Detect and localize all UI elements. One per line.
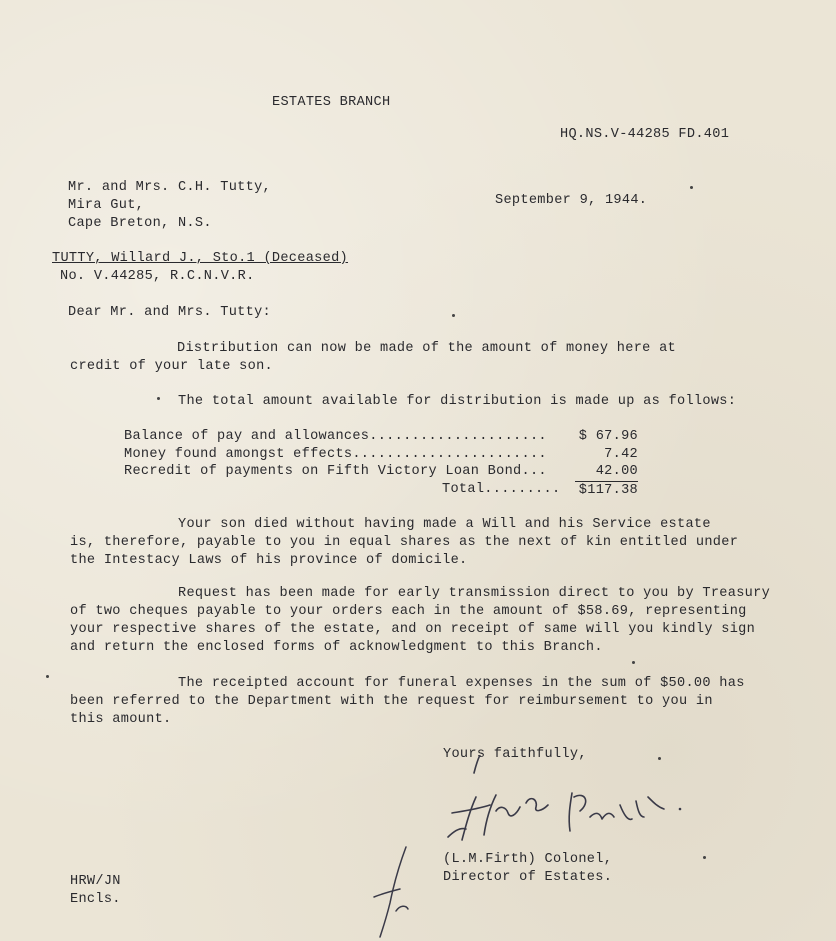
subject-service-number: No. V.44285, R.C.N.V.R. [60, 269, 255, 284]
recipient-line: Mira Gut, [68, 198, 145, 213]
typist-initials: HRW/JN [70, 874, 121, 889]
handwritten-initial-mark [370, 843, 420, 941]
paper-speck [632, 661, 635, 664]
paragraph-text: been referred to the Department with the request for reimbursement to you in [70, 694, 713, 709]
branch-heading: ESTATES BRANCH [272, 95, 391, 110]
paper-speck [452, 314, 455, 317]
salutation: Dear Mr. and Mrs. Tutty: [68, 305, 271, 320]
item-label: Money found amongst effects....................... [124, 447, 547, 462]
paragraph-text: your respective shares of the estate, and on receipt of same will you kindly sign [70, 622, 756, 637]
letter-date: September 9, 1944. [495, 193, 648, 208]
paragraph-text: Request has been made for early transmission direct to you by Treasury [178, 586, 771, 601]
recipient-line: Mr. and Mrs. C.H. Tutty, [68, 180, 271, 195]
paragraph-text: of two cheques payable to your orders each in the amount of $58.69, representing [70, 604, 747, 619]
paper-speck [703, 856, 706, 859]
recipient-line: Cape Breton, N.S. [68, 216, 212, 231]
paper-speck [157, 397, 160, 400]
paragraph-text: Distribution can now be made of the amount of money here at [177, 341, 676, 356]
paper-speck [46, 675, 49, 678]
paragraph-text: and return the enclosed forms of acknowledgment to this Branch. [70, 640, 603, 655]
item-amount: $ 67.96 [578, 429, 638, 444]
handwritten-signature [440, 755, 700, 850]
paragraph-text: Your son died without having made a Will and his Service estate [178, 517, 711, 532]
item-label: Recredit of payments on Fifth Victory Loan Bond... [124, 464, 547, 479]
total-amount: $117.38 [575, 481, 638, 500]
item-amount: 42.00 [595, 464, 638, 479]
paper-speck [690, 186, 693, 189]
paper-speck [658, 757, 661, 760]
item-label: Balance of pay and allowances..................... [124, 429, 547, 444]
paragraph-text: The receipted account for funeral expenses in the sum of $50.00 has [178, 676, 745, 691]
paragraph-text: The total amount available for distribution is made up as follows: [178, 394, 737, 409]
closing: Yours faithfully, [443, 747, 587, 762]
paragraph-text: is, therefore, payable to you in equal shares as the next of kin entitled under [70, 535, 739, 550]
reference-number: HQ.NS.V-44285 FD.401 [560, 127, 730, 142]
enclosures-note: Encls. [70, 892, 121, 907]
signer-name: (L.M.Firth) Colonel, [443, 852, 613, 867]
paragraph-text: the Intestacy Laws of his province of domicile. [70, 553, 468, 568]
signer-title: Director of Estates. [443, 870, 613, 885]
item-amount: 7.42 [604, 447, 638, 462]
paragraph-text: this amount. [70, 712, 172, 727]
paragraph-text: credit of your late son. [70, 359, 273, 374]
total-label: Total......... [442, 482, 561, 497]
subject-line: TUTTY, Willard J., Sto.1 (Deceased) [52, 251, 349, 266]
